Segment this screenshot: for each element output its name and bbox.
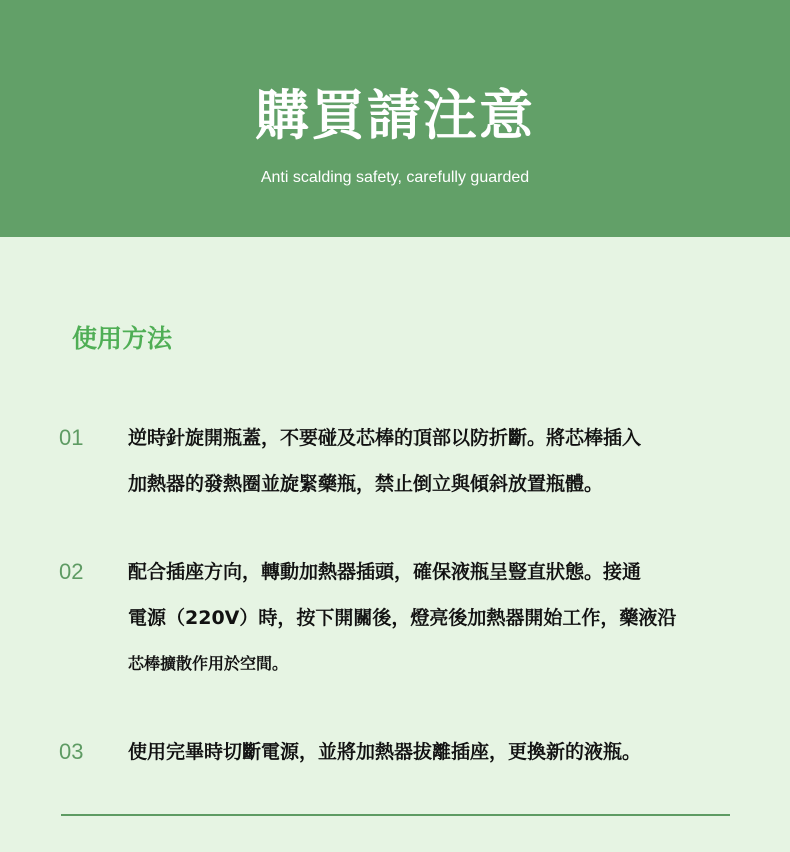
step-text [128,549,732,687]
step-number: 02 [59,559,84,584]
section-title: 使用方法 [72,324,173,353]
step-number: 01 [59,425,84,450]
page-title: 購買請注意 [255,84,535,147]
step-line: 芯棒擴散作用於空間。 [128,654,289,673]
divider [61,814,730,816]
step-line: 配合插座方向，轉動加熱器插頭，確保液瓶呈豎直狀態。接通 [128,561,642,583]
step-line: 逆時針旋開瓶蓋，不要碰及芯棒的頂部以防折斷。將芯棒插入 [128,427,642,449]
step-number: 03 [59,739,84,764]
step-line: 電源（220V）時，按下開關後，燈亮後加熱器開始工作，藥液沿 [128,607,677,629]
step-text [128,415,732,507]
header-banner [0,0,790,237]
step-text [128,729,732,775]
step-line: 使用完畢時切斷電源，並將加熱器拔離插座，更換新的液瓶。 [128,741,642,763]
step-line: 加熱器的發熱圈並旋緊藥瓶，禁止倒立與傾斜放置瓶體。 [128,473,604,495]
page-subtitle: Anti scalding safety, carefully guarded [260,169,530,186]
